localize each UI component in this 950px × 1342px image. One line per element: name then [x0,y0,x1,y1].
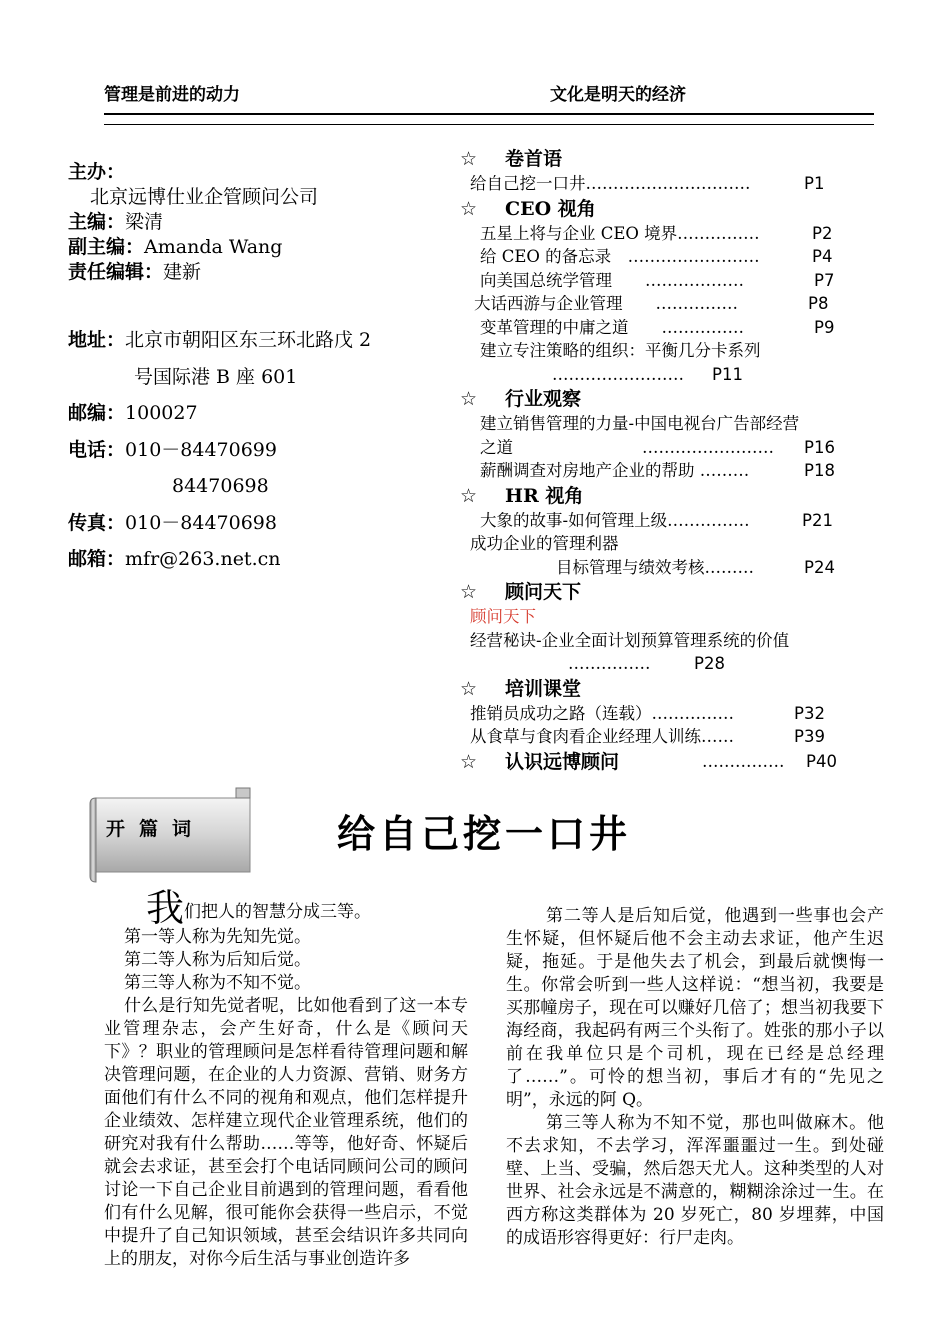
table-of-contents [460,146,880,775]
header-slogan-right: 文化是明天的经济 [550,85,686,105]
deputy-editor: Amanda Wang [144,236,283,258]
page-number: P1 [804,174,825,193]
fax: 010－84470698 [125,511,277,534]
toc-item[interactable]: 给自己挖一口井………………………… P1 [460,172,880,196]
toc-item[interactable]: 从食草与食肉看企业经理人训练…… P39 [460,725,880,749]
contact-info [68,322,448,578]
toc-item-cont[interactable]: …………………… P11 [460,363,880,387]
section-banner [84,784,254,888]
toc-item-cont[interactable]: …………… P28 [460,652,880,676]
email-label: 邮箱： [68,548,126,570]
page-number: P21 [802,510,833,530]
article-title: 给自己挖一口井 [337,812,632,856]
toc-item-cont[interactable]: 之道 …………………… P16 [460,436,880,460]
toc-item[interactable]: 五星上将与企业 CEO 境界…………… P2 [460,222,880,246]
toc-item[interactable]: 变革管理的中庸之道 …………… P9 [460,316,880,340]
sponsor: 北京远博仕业企管顾问公司 [90,186,319,208]
address-label: 地址： [68,329,126,351]
toc-item[interactable]: 大象的故事-如何管理上级…………… P21 [460,509,880,533]
editor-label: 主编： [68,211,126,233]
toc-item[interactable]: 建立销售管理的力量-中国电视台广告部经营 [480,414,800,433]
header-rule-thin [104,124,874,125]
star-icon: ☆ [460,581,478,603]
phone-1: 010－84470699 [125,438,277,461]
article-column-right [506,906,884,1291]
paragraph: 第三等人称为不知不觉，那也叫做麻木。他不去求知，不去学习，浑浑噩噩过一生。到处碰壁、上当、受骗，然后怨天尤人。这种类型的人对世界、社会永远是不满意的，糊糊涂涂过一生。在西方称这类群体为 20 岁死亡，80 岁埋葬，中国的成语形容得更好：行尸走肉。 [506,1113,884,1248]
toc-item[interactable]: 薪酬调查对房地产企业的帮助 ……… P18 [460,459,880,483]
page-number: P24 [804,557,835,577]
managing-label: 责任编辑： [68,261,164,283]
phone-label: 电话： [68,438,126,461]
toc-item[interactable]: 大话西游与企业管理 …………… P8 [460,292,880,316]
toc-item[interactable]: 给 CEO 的备忘录 …………………… P4 [460,245,880,269]
toc-item[interactable]: 建立专注策略的组织：平衡几分卡系列 [480,341,761,360]
toc-item-cont[interactable]: 目标管理与绩效考核……… P24 [460,556,880,580]
paragraph: 第三等人称为不知不觉。 [124,973,311,993]
star-icon: ☆ [460,677,478,700]
paragraph: 什么是行知先觉者呢，比如他看到了这一本专业管理杂志，会产生好奇，什么是《顾问天下》？职业的管理顾问是怎样看待管理问题和解决管理问题，在企业的人力资源、营销、财务方面他们有什么不同的视角和观点，他们怎样提升企业绩效、怎样建立现代企业管理系统，他们的研究对我有什么帮助……等等，他好奇、怀疑后就会去求证，甚至会打个电话同顾问公司的顾问讨论一下自己企业目前遇到的管理问题，看看他们有什么见解，很可能你会获得一些启示，不觉中提升了自己知识领域，甚至会结识许多共同向上的朋友，对你今后生活与事业创造许多 [104,996,468,1269]
postcode: 100027 [125,402,198,424]
page-number: P40 [806,751,837,771]
deputy-label: 副主编： [68,236,145,258]
banner-label: 开篇词 [106,818,206,840]
toc-item[interactable]: 向美国总统学管理 ……………… P7 [460,269,880,293]
article-column-left [104,886,468,1271]
paragraph: 们把人的智慧分成三等。 [184,902,372,922]
page-number: P32 [794,703,825,723]
page-number: P2 [812,223,833,243]
page-number: P4 [812,247,833,266]
sponsor-label: 主办： [68,161,126,183]
star-icon: ☆ [460,388,478,410]
star-icon: ☆ [460,484,478,507]
toc-section: ☆ 顾问天下 [460,581,582,603]
page-number: P18 [804,461,835,480]
paragraph: 第二等人称为后知后觉。 [124,950,311,970]
star-icon: ☆ [460,750,478,773]
header-slogan-left: 管理是前进的动力 [104,85,240,105]
toc-item[interactable]: 经营秘诀-企业全面计划预算管理系统的价值 [470,630,790,650]
postcode-label: 邮编： [68,402,126,424]
star-icon: ☆ [460,148,478,170]
masthead [68,160,448,285]
toc-section[interactable]: ☆ 认识远博顾问 …………… P40 [460,750,837,773]
page-number: P7 [814,270,835,290]
toc-section: ☆ 培训课堂 [460,677,582,700]
paragraph: 第二等人是后知后觉，他遇到一些事也会产生怀疑，但怀疑后他不会主动去求证，他产生迟疑，拖延。于是他失去了机会，到最后就懊悔一生。你常会听到一些人这样说：“想当初，我要是买那幢房子，现在可以赚好几倍了；想当初我要下海经商，我起码有两三个头衔了。姓张的那小子以前在我单位只是个司机，现在已经是总经理了……”。可怜的想当初，事后才有的“先见之明”，永远的阿 Q。 [506,906,884,1110]
header-rule-thick [104,113,874,115]
paragraph: 第一等人称为先知先觉。 [124,927,311,947]
editor: 梁清 [125,211,164,233]
page-number: P8 [808,294,829,313]
page-number: P9 [814,317,835,337]
email: mfr@263.net.cn [125,548,281,570]
star-icon: ☆ [460,197,478,220]
toc-section: ☆ 卷首语 [460,148,563,170]
toc-item-highlight[interactable]: 顾问天下 [470,607,536,626]
page-number: P39 [794,727,825,746]
toc-section: ☆ CEO 视角 [460,197,596,220]
phone-2: 84470698 [172,475,269,497]
address-line1: 北京市朝阳区东三环北路戊 2 [125,329,372,351]
page-number: P11 [712,364,743,384]
drop-cap: 我 [146,886,185,930]
address-line2: 号国际港 B 座 601 [134,365,298,388]
managing-editor: 建新 [163,261,202,283]
page-number: P16 [804,437,835,457]
fax-label: 传真： [68,511,126,534]
toc-item[interactable]: 成功企业的管理利器 [470,534,619,553]
page-number: P28 [694,654,725,673]
toc-section: ☆ 行业观察 [460,388,582,410]
toc-item[interactable]: 推销员成功之路（连载）…………… P32 [460,702,880,726]
toc-section: ☆ HR 视角 [460,484,584,507]
page-header [104,80,874,110]
